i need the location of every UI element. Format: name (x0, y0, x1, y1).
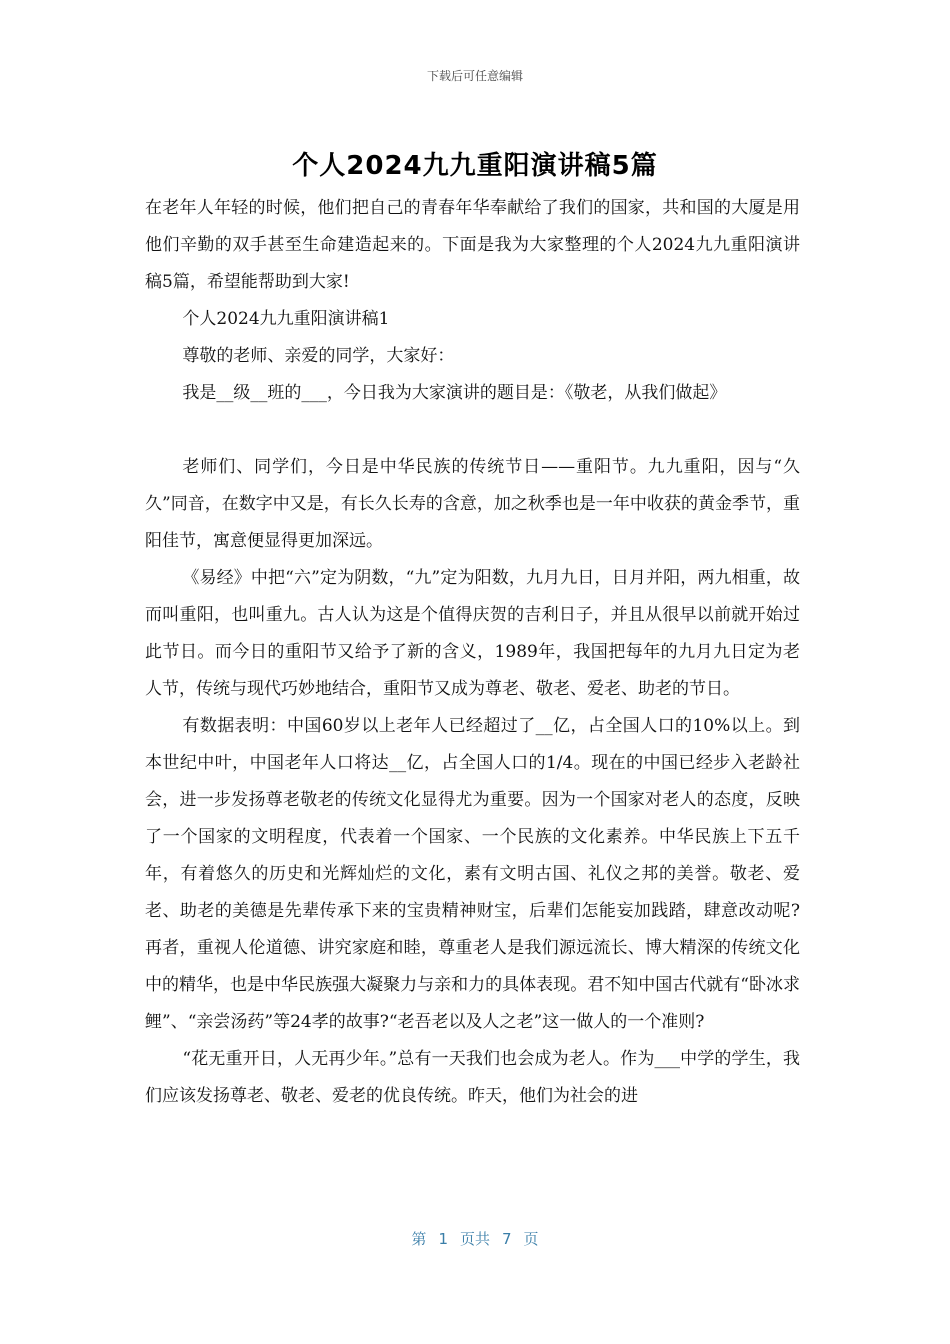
page-number: 1 (438, 1230, 448, 1248)
total-pages: 7 (502, 1230, 512, 1248)
page-label-prefix: 第 (411, 1230, 427, 1248)
speech-topic-paragraph: 我是__级__班的___，今日我为大家演讲的题目是：《敬老，从我们做起》 (182, 383, 727, 403)
page-label-middle: 页共 (459, 1230, 490, 1248)
document-body (145, 190, 800, 1115)
body-paragraph: 老师们、同学们，今日是中华民族的传统节日——重阳节。九九重阳，因与“久久”同音，在数字中又是，有长久长寿的含意，加之秋季也是一年中收获的黄金季节，重阳佳节，寓意便显得更加深远。 (145, 457, 800, 551)
paragraph-gap (145, 412, 800, 449)
document-title: 个人2024九九重阳演讲稿5篇 (292, 151, 658, 181)
page-footer (0, 1228, 950, 1249)
page-header-note: 下载后可任意编辑 (426, 69, 523, 83)
body-paragraph: 有数据表明：中国60岁以上老年人已经超过了__亿，占全国人口的10%以上。到本世纪中叶，中国老年人口将达__亿，占全国人口的1/4。现在的中国已经步入老龄社会，进一步发扬尊老敬老的传统文化显得尤为重要。因为一个国家对老人的态度，反映了一个国家的文明程度，代表着一个国家、一个民族的文化素养。中华民族上下五千年，有着悠久的历史和光辉灿烂的文化，素有文明古国、礼仪之邦的美誉。敬老、爱老、助老的美德是先辈传承下来的宝贵精神财宝，后辈们怎能妄加践踏，肆意改动呢?再者，重视人伦道德、讲究家庭和睦，尊重老人是我们源远流长、博大精深的传统文化中的精华，也是中华民族强大凝聚力与亲和力的具体表现。君不知中国古代就有“卧冰求鲤”、“亲尝汤药”等24孝的故事?“老吾老以及人之老”这一做人的一个准则? (145, 716, 800, 1032)
body-paragraph: “花无重开日，人无再少年。”总有一天我们也会成为老人。作为___中学的学生，我们应该发扬尊老、敬老、爱老的优良传统。昨天，他们为社会的进 (145, 1049, 800, 1106)
page-label-suffix: 页 (523, 1230, 539, 1248)
section-heading: 个人2024九九重阳演讲稿1 (182, 309, 390, 329)
body-paragraph: 《易经》中把“六”定为阴数，“九”定为阳数，九月九日，日月并阳，两九相重，故而叫重阳，也叫重九。古人认为这是个值得庆贺的吉利日子，并且从很早以前就开始过此节日。而今日的重阳节又给予了新的含义，1989年，我国把每年的九月九日定为老人节，传统与现代巧妙地结合，重阳节又成为尊老、敬老、爱老、助老的节日。 (145, 568, 800, 699)
intro-paragraph: 在老年人年轻的时候，他们把自己的青春年华奉献给了我们的国家，共和国的大厦是用他们辛勤的双手甚至生命建造起来的。下面是我为大家整理的个人2024九九重阳演讲稿5篇，希望能帮助到大家! (145, 198, 800, 292)
salutation: 尊敬的老师、亲爱的同学，大家好： (182, 346, 455, 366)
